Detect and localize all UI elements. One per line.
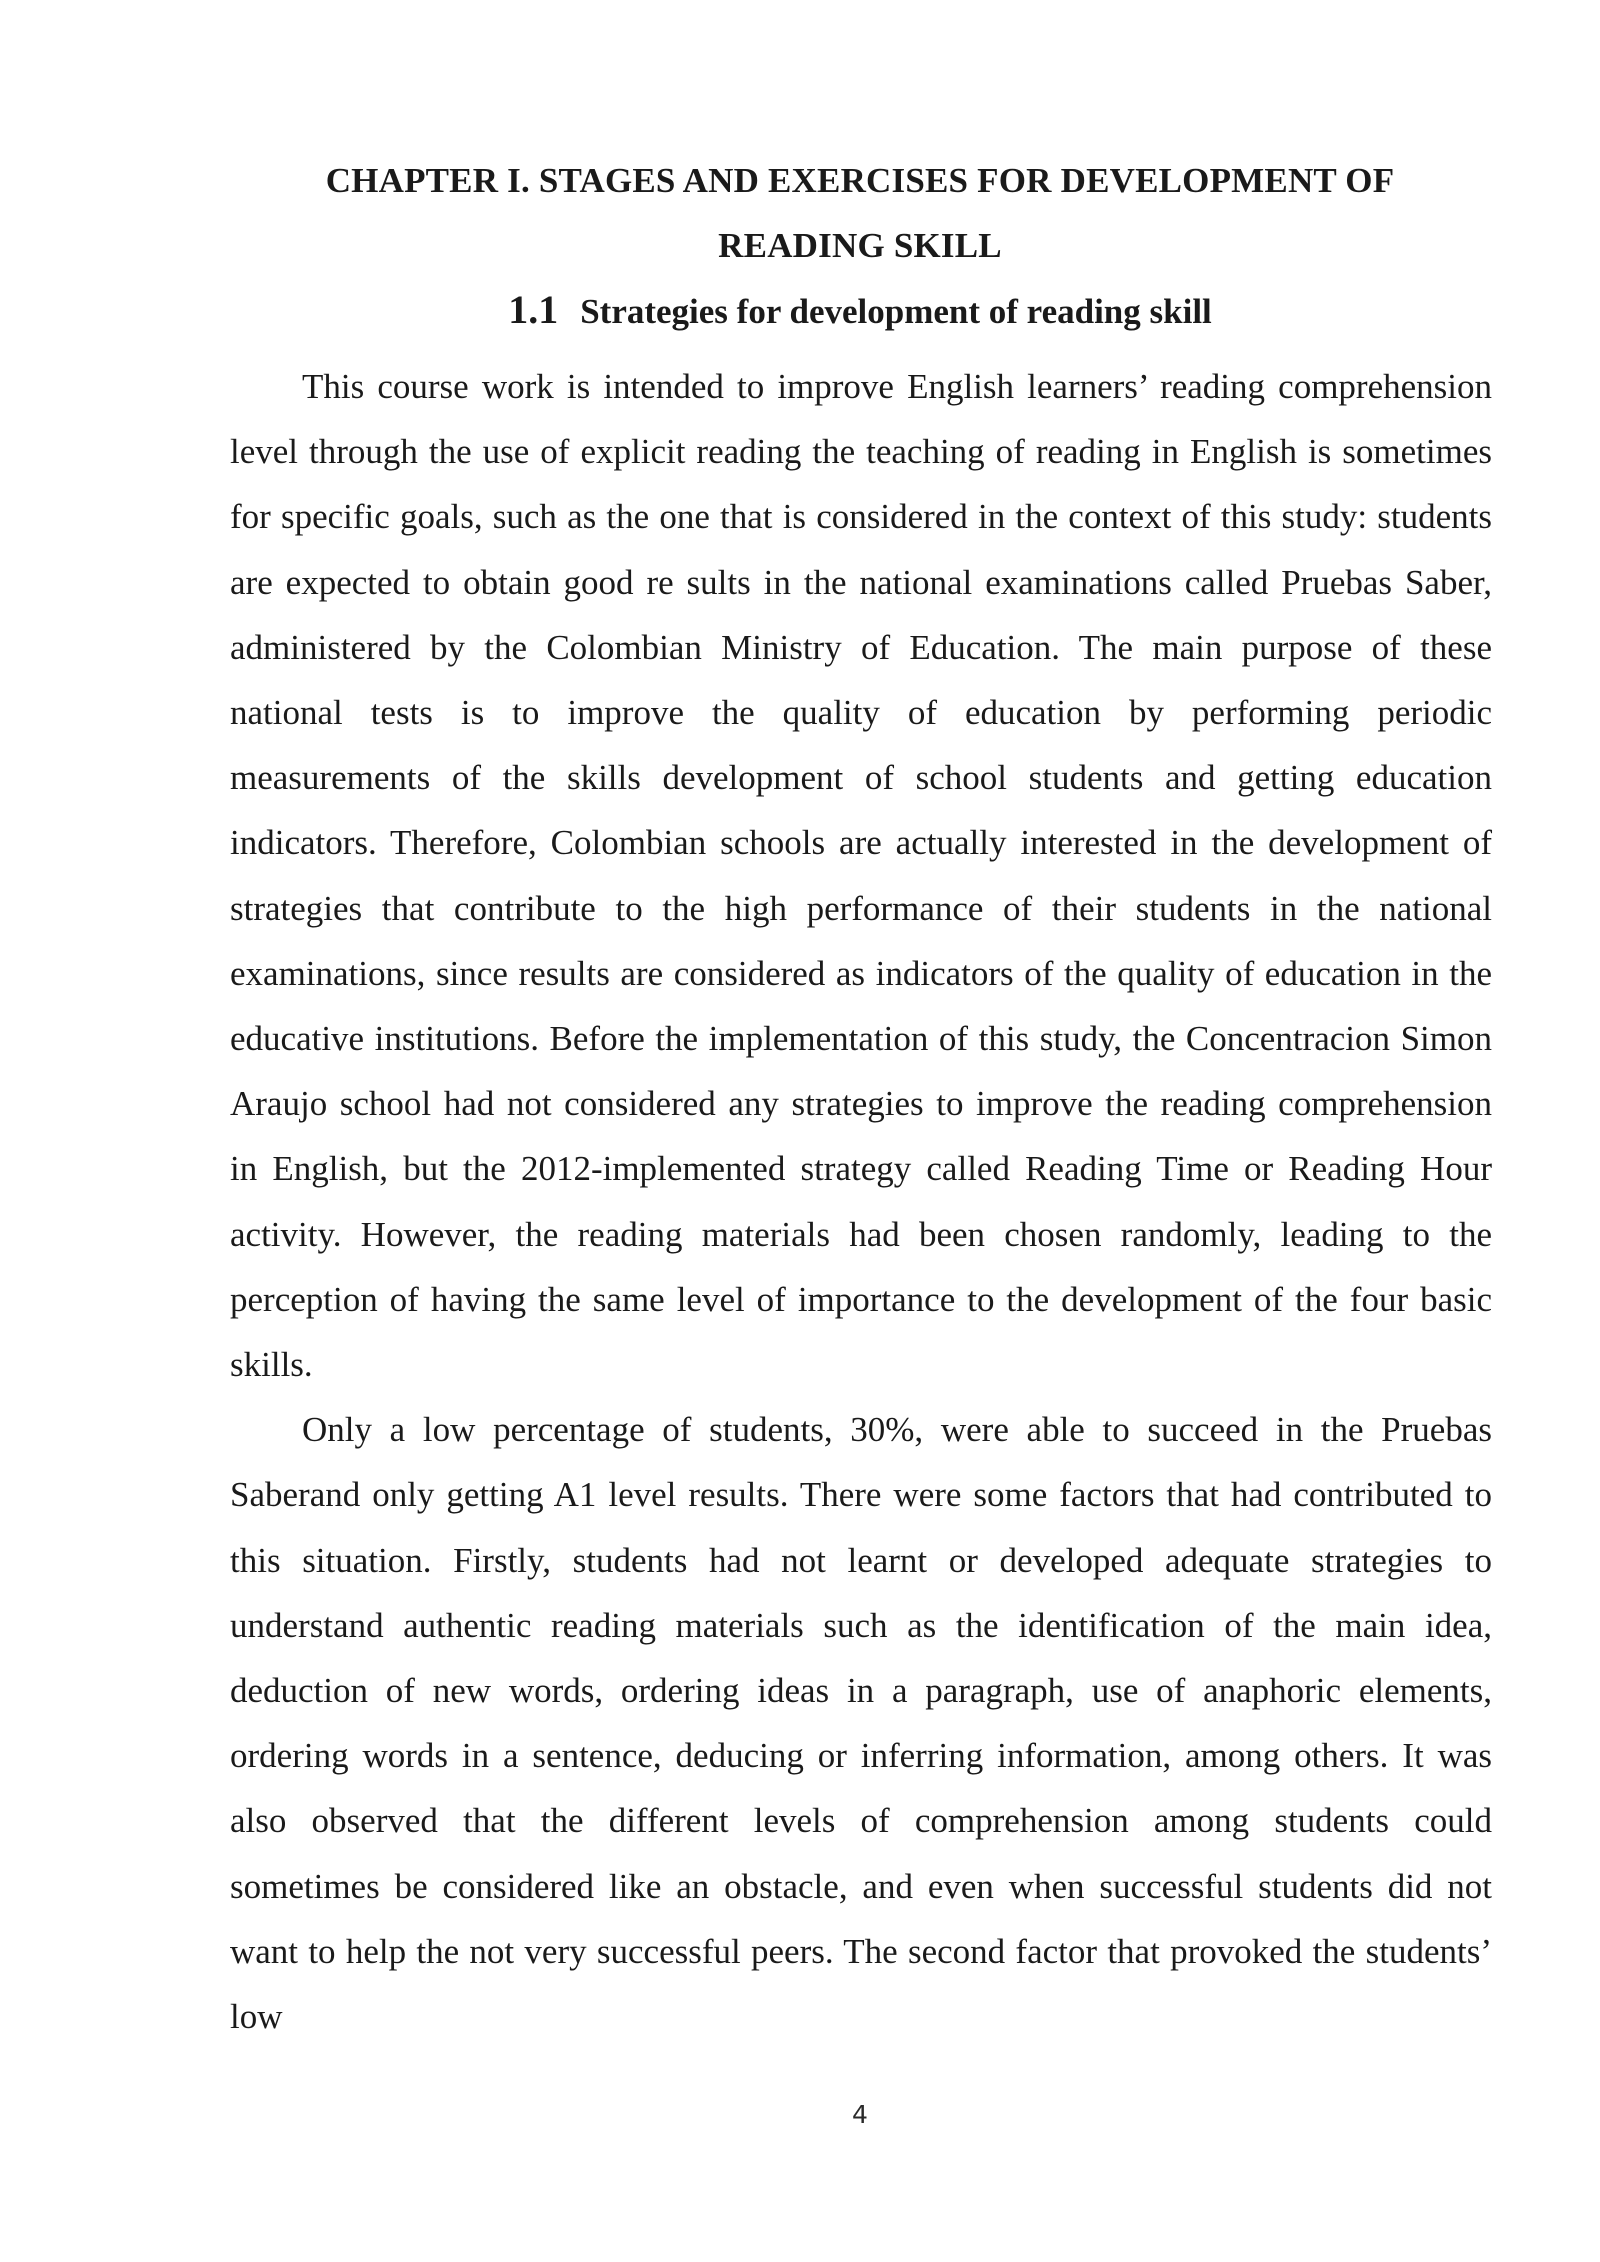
paragraph: Only a low percentage of students, 30%, were able to succeed in the Pruebas Saberand only getting A1 level results. There were some factors that had contributed to this situation. Firstly, students had not learnt or developed adequate strategies to understand authentic reading materials such as the identification of the main idea, deduction of new words, ordering ideas in a paragraph, use of anaphoric elements, ordering words in a sentence, deducing or inferring information, among others. It was also observed that the different levels of comprehension among students could sometimes be considered like an obstacle, and even when successful students did not want to help the not very successful peers. The second factor that provoked the students’ low [230,1410,1492,2037]
chapter-title-line-2: READING SKILL [718,226,1002,265]
chapter-title-line-1: CHAPTER I. STAGES AND EXERCISES FOR DEVELOPMENT OF [325,161,1395,200]
section-heading [230,285,1490,337]
section-title: Strategies for development of reading skill [580,292,1212,331]
page-number: 4 [852,2100,868,2129]
body-text [230,354,1492,2049]
chapter-title [230,148,1490,278]
paragraph: This course work is intended to improve English learners’ reading comprehension level through the use of explicit reading the teaching of reading in English is sometimes for specific goals, such as the one that is considered in the context of this study: students are expected to obtain good re sults in the national examinations called Pruebas Saber, administered by the Colombian Ministry of Education. The main purpose of these national tests is to improve the quality of education by performing periodic measurements of the skills development of school students and getting education indicators. Therefore, Colombian schools are actually interested in the development of strategies that contribute to the high performance of their students in the national examinations, since results are considered as indicators of the quality of education in the educative institutions. Before the implementation of this study, the Concentracion Simon Araujo school had not considered any strategies to improve the reading comprehension in English, but the 2012-implemented strategy called Reading Time or Reading Hour activity. However, the reading materials had been chosen randomly, leading to the perception of having the same level of importance to the development of the four basic skills. [230,367,1492,1385]
section-number: 1.1 [508,287,559,332]
